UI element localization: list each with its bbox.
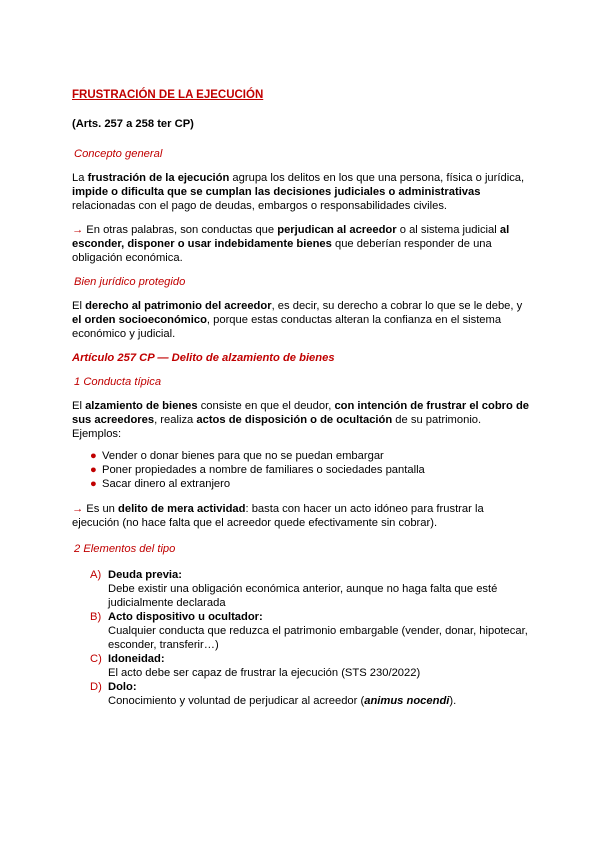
list-item <box>72 477 532 491</box>
list-letter: A) <box>90 569 102 581</box>
list-item <box>72 568 532 610</box>
bullet-icon: ● <box>90 478 97 490</box>
arrow-icon: → <box>72 224 84 236</box>
text-run: El <box>72 400 86 412</box>
text-run: , porque estas conductas alteran la confianza en el sistema económico y judicial. <box>72 314 502 340</box>
element-title: Idoneidad: <box>108 653 165 665</box>
bold-run: delito de mera actividad <box>118 503 246 515</box>
list-item <box>72 680 532 708</box>
element-text: El acto debe ser capaz de frustrar la ejecución (STS 230/2022) <box>108 667 421 679</box>
text-run: La <box>72 172 88 184</box>
page-title: FRUSTRACIÓN DE LA EJECUCIÓN <box>72 89 264 101</box>
ejemplos-label: Ejemplos: <box>72 428 122 440</box>
text-run: , es decir, su derecho a cobrar lo que se le debe, y <box>271 300 523 312</box>
text-run: de su patrimonio. <box>392 414 482 426</box>
bold-run: el orden socioeconómico <box>72 314 207 326</box>
list-item <box>72 652 532 680</box>
elements-list <box>72 568 532 708</box>
text-run: que deberían responder de una obligación económica. <box>72 238 492 264</box>
mera-actividad-paragraph <box>72 502 532 530</box>
text-run: agrupa los delitos en los que una persona, física o jurídica, <box>229 172 525 184</box>
article-257-heading: Artículo 257 CP — Delito de alzamiento de bienes <box>72 352 335 364</box>
bold-run: actos de disposición o de ocultación <box>196 414 393 426</box>
examples-list <box>72 449 532 491</box>
conducta-paragraph <box>72 399 532 441</box>
list-item-text: Sacar dinero al extranjero <box>102 478 231 490</box>
text-run: : basta con hacer un acto idóneo para frustrar la ejecución (no hace falta que el acreedor quede efectivamente sin cobrar). <box>72 503 484 529</box>
list-item <box>72 610 532 652</box>
list-item <box>72 463 532 477</box>
document-page <box>72 88 532 708</box>
arrow-icon: → <box>72 503 84 515</box>
articles-reference: (Arts. 257 a 258 ter CP) <box>72 118 194 130</box>
concepto-paragraph <box>72 171 532 213</box>
element-text: Conocimiento y voluntad de perjudicar al acreedor ( <box>108 695 365 707</box>
text-run: En otras palabras, son conductas que <box>83 224 278 236</box>
bold-run: con intención de frustrar el cobro de sus acreedores <box>72 400 530 426</box>
text-run: El <box>72 300 86 312</box>
concepto-arrow-paragraph <box>72 223 532 265</box>
text-run: Es un <box>83 503 119 515</box>
bullet-icon: ● <box>90 464 97 476</box>
latin-term: animus nocendi <box>364 695 450 707</box>
element-text: ). <box>449 695 457 707</box>
list-item-text: Vender o donar bienes para que no se puedan embargar <box>102 450 384 462</box>
bold-run: impide o dificulta que se cumplan las decisiones judiciales o administrativas <box>72 186 481 198</box>
element-title: Acto dispositivo u ocultador: <box>108 611 263 623</box>
bold-run: alzamiento de bienes <box>85 400 198 412</box>
bold-run: perjudican al acreedor <box>277 224 397 236</box>
list-letter: C) <box>90 653 102 665</box>
element-text: Cualquier conducta que reduzca el patrimonio embargable (vender, donar, hipotecar, esconder, transferir…) <box>108 625 528 651</box>
list-letter: B) <box>90 611 102 623</box>
text-run: , realiza <box>154 414 197 426</box>
section-heading-elementos: 2 Elementos del tipo <box>74 543 176 555</box>
section-heading-concepto: Concepto general <box>74 148 163 160</box>
list-letter: D) <box>90 681 102 693</box>
bold-run: derecho al patrimonio del acreedor <box>85 300 272 312</box>
section-heading-bien: Bien jurídico protegido <box>74 276 186 288</box>
list-item-text: Poner propiedades a nombre de familiares o sociedades pantalla <box>102 464 425 476</box>
element-title: Deuda previa: <box>108 569 182 581</box>
bien-paragraph <box>72 299 532 341</box>
text-run: o al sistema judicial <box>396 224 500 236</box>
bold-run: frustración de la ejecución <box>87 172 230 184</box>
element-title: Dolo: <box>108 681 137 693</box>
text-run: relacionadas con el pago de deudas, embargos o responsabilidades civiles. <box>72 200 448 212</box>
bullet-icon: ● <box>90 450 97 462</box>
element-text: Debe existir una obligación económica anterior, aunque no haga falta que esté judicialmente declarada <box>108 583 498 609</box>
bold-run: al esconder, disponer o usar indebidamente bienes <box>72 224 510 250</box>
list-item <box>72 449 532 463</box>
section-heading-conducta: 1 Conducta típica <box>74 376 162 388</box>
text-run: consiste en que el deudor, <box>197 400 335 412</box>
